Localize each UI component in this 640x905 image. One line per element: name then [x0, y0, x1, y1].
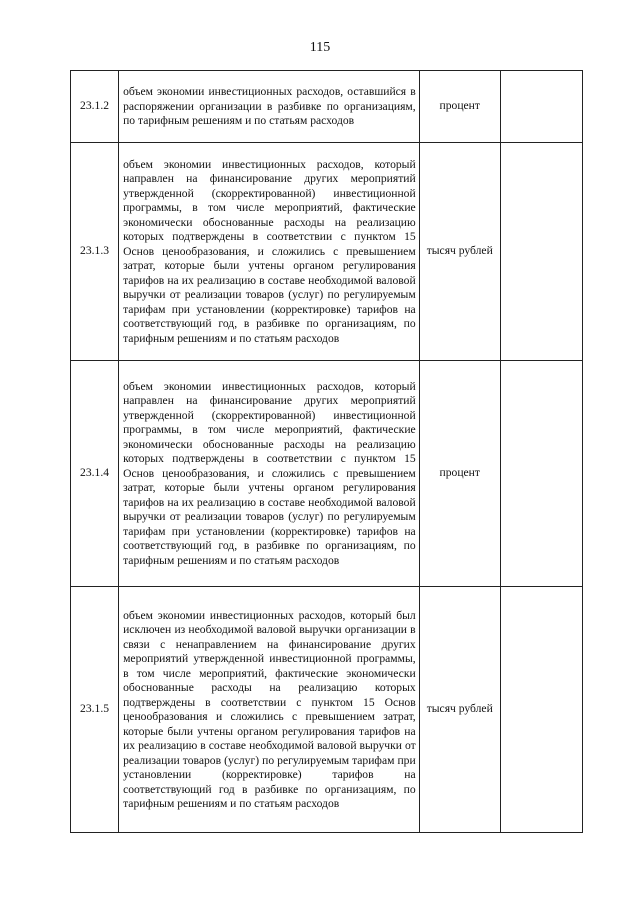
indicator-table: [70, 70, 583, 833]
table-row: [71, 587, 583, 833]
row-value: [500, 143, 582, 361]
row-description: объем экономии инвестиционных расходов, который направлен на финансирование других мероприятий утвержденной (скорректированной) инвестиционной программы, в том числе мероприятий, фактические экономически обоснованные расходы на реализацию которых подтверждены в соответствии с пунктом 15 Основ ценообразования, и сложились с превышением затрат, которые были учтены органом регулирования тарифов на их реализацию в составе необходимой валовой выручки от реализации товаров (услуг) по регулируемым тарифам при установлении (корректировке) тарифов на соответствующий год, в разбивке по организациям, по тарифным решениям и по статьям расходов: [119, 143, 420, 361]
row-description: объем экономии инвестиционных расходов, который был исключен из необходимой валовой выручки организации в связи с ненаправлением на финансирование других мероприятий утвержденной инвестиционной программы, в том числе мероприятий, фактические экономически обоснованные расходы на реализацию которых подтверждены в соответствии с пунктом 15 Основ ценообразования и сложились с превышением затрат, которые были учтены органом регулирования тарифов на их реализацию в составе необходимой валовой выручки от реализации товаров (услуг) по регулируемым тарифам при установлении (корректировке) тарифов на соответствующий год в разбивке по организациям, по тарифным решениям и по статьям расходов: [119, 587, 420, 833]
row-number: 23.1.2: [71, 71, 119, 143]
row-value: [500, 71, 582, 143]
row-unit: процент: [419, 71, 500, 143]
row-unit: процент: [419, 361, 500, 587]
row-value: [500, 361, 582, 587]
row-number: 23.1.4: [71, 361, 119, 587]
row-unit: тысяч рублей: [419, 143, 500, 361]
table-row: [71, 361, 583, 587]
row-description: объем экономии инвестиционных расходов, оставшийся в распоряжении организации в разбивке по организациям, по тарифным решениям и по статьям расходов: [119, 71, 420, 143]
row-number: 23.1.5: [71, 587, 119, 833]
row-value: [500, 587, 582, 833]
row-number: 23.1.3: [71, 143, 119, 361]
table-row: [71, 71, 583, 143]
row-description: объем экономии инвестиционных расходов, который направлен на финансирование других мероприятий утвержденной (скорректированной) инвестиционной программы, в том числе мероприятий, фактические экономически обоснованные расходы на реализацию которых подтверждены в соответствии с пунктом 15 Основ ценообразования, и сложились с превышением затрат, которые были учтены органом регулирования тарифов на их реализацию в составе необходимой валовой выручки от реализации товаров (услуг) по регулируемым тарифам при установлении (корректировке) тарифов на соответствующий год, в разбивке по организациям, по тарифным решениям и по статьям расходов: [119, 361, 420, 587]
page-number: 115: [309, 40, 331, 55]
row-unit: тысяч рублей: [419, 587, 500, 833]
table-row: [71, 143, 583, 361]
